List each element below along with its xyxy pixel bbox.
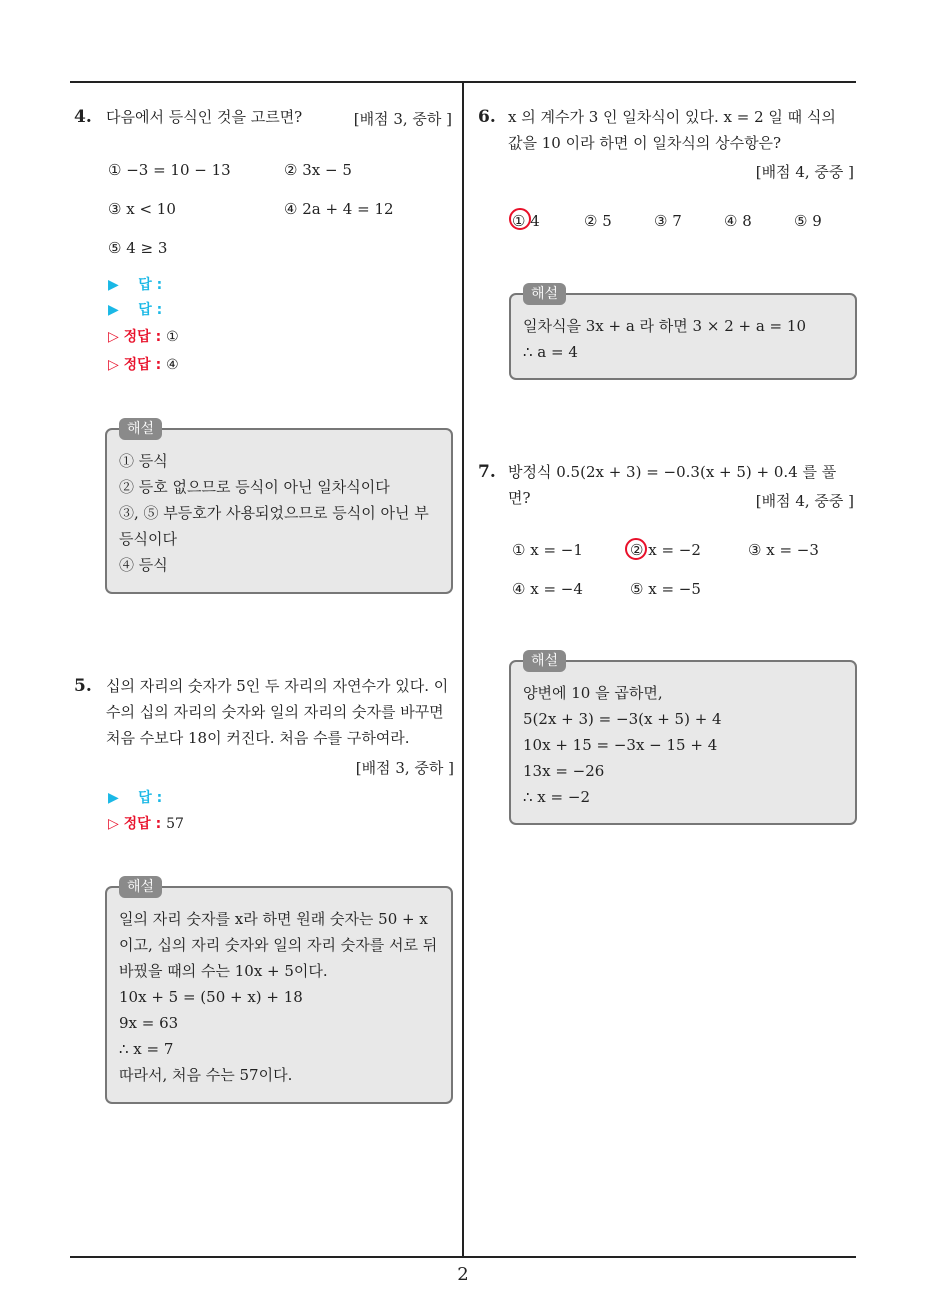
question-7: [478, 462, 858, 612]
explanation-line: 따라서, 처음 수는 57이다.: [119, 1066, 293, 1084]
question-number: 7.: [478, 462, 496, 482]
option-3[interactable]: ③ x < 10: [108, 200, 176, 218]
explanation-line: 5(2x + 3) = −3(x + 5) + 4: [523, 710, 722, 728]
question-number: 6.: [478, 107, 496, 127]
answer-line: [108, 274, 162, 294]
explanation-tag: 해설: [523, 283, 566, 305]
answer-label: 답 :: [138, 790, 163, 806]
explanation-line: 이고, 십의 자리 숫자와 일의 자리 숫자를 서로 뒤: [119, 936, 438, 954]
explanation-tag: 해설: [523, 650, 566, 672]
correct-answer-line: [108, 813, 184, 833]
option-1[interactable]: ① x = −1: [512, 541, 583, 559]
play-icon: ▶: [108, 302, 119, 318]
score-meta: [배점 4, 중중 ]: [755, 163, 854, 181]
option-5[interactable]: ⑤ x = −5: [630, 580, 701, 598]
explanation-line: ② 등호 없으므로 등식이 아닌 일차식이다: [119, 478, 390, 496]
explanation-box-q7: [509, 653, 857, 825]
score-meta: [배점 3, 중하 ]: [355, 759, 454, 777]
play-icon: ▶: [108, 790, 119, 806]
question-text: 다음에서 등식인 것을 고르면?: [106, 108, 303, 126]
explanation-line: 9x = 63: [119, 1014, 179, 1032]
correct-answer-label: 정답 :: [123, 357, 162, 373]
explanation-line: 10x + 15 = −3x − 15 + 4: [523, 736, 718, 754]
explanation-line: ∴ x = 7: [119, 1040, 174, 1058]
explanation-line: 10x + 5 = (50 + x) + 18: [119, 988, 303, 1006]
explanation-tag: 해설: [119, 418, 162, 440]
correct-answer-line: [108, 326, 179, 346]
play-icon: ▶: [108, 277, 119, 293]
option-1[interactable]: ① −3 = 10 − 13: [108, 161, 231, 179]
explanation-line: ∴ a = 4: [523, 343, 578, 361]
explanation-box-q4: [105, 421, 453, 594]
play-outline-icon: ▷: [108, 816, 119, 832]
explanation-box-q5: [105, 879, 453, 1104]
question-6: [478, 107, 858, 247]
question-5: [74, 676, 454, 836]
option-3[interactable]: ③ x = −3: [748, 541, 819, 559]
question-text: [106, 673, 448, 751]
question-text-line: 값을 10 이라 하면 이 일차식의 상수항은?: [508, 134, 782, 152]
question-text-line: 수의 십의 자리의 숫자와 일의 자리의 숫자를 바꾸면: [106, 703, 444, 721]
explanation-line: 양변에 10 을 곱하면,: [523, 684, 663, 702]
explanation-line: 바꿨을 때의 수는 10x + 5이다.: [119, 962, 328, 980]
option-2[interactable]: ② x = −2: [630, 541, 701, 559]
explanation-line: ∴ x = −2: [523, 788, 590, 806]
answer-line: [108, 787, 162, 807]
explanation-line: 일차식을 3x + a 라 하면 3 × 2 + a = 10: [523, 317, 806, 335]
bottom-rule: [70, 1256, 856, 1258]
explanation-line: 13x = −26: [523, 762, 605, 780]
question-text: [508, 104, 836, 156]
explanation-line: 일의 자리 숫자를 x라 하면 원래 숫자는 50 + x: [119, 910, 428, 928]
option-3[interactable]: ③ 7: [654, 212, 682, 230]
explanation-line: ④ 등식: [119, 556, 168, 574]
correct-answer-label: 정답 :: [123, 816, 162, 832]
option-4[interactable]: ④ 8: [724, 212, 752, 230]
option-2[interactable]: ② 3x − 5: [284, 161, 352, 179]
score-meta: [배점 4, 중중 ]: [755, 492, 854, 510]
option-4[interactable]: ④ x = −4: [512, 580, 583, 598]
score-meta: [배점 3, 중하 ]: [353, 110, 452, 128]
explanation-line: ① 등식: [119, 452, 168, 470]
play-outline-icon: ▷: [108, 357, 119, 373]
question-number: 5.: [74, 676, 92, 696]
play-outline-icon: ▷: [108, 329, 119, 345]
answer-line: [108, 299, 162, 319]
column-divider: [462, 82, 464, 1258]
option-5[interactable]: ⑤ 4 ≥ 3: [108, 239, 168, 257]
explanation-box-q6: [509, 286, 857, 380]
correct-answer-value: ①: [166, 329, 179, 345]
explanation-line: 등식이다: [119, 530, 177, 548]
option-1[interactable]: ① 4: [512, 212, 540, 230]
question-text-line: x 의 계수가 3 인 일차식이 있다. x = 2 일 때 식의: [508, 108, 836, 126]
correct-answer-value: 57: [166, 816, 184, 832]
question-text: 방정식 0.5(2x + 3) = −0.3(x + 5) + 0.4 를 풀면?: [508, 463, 837, 507]
answer-label: 답 :: [138, 302, 163, 318]
option-4[interactable]: ④ 2a + 4 = 12: [284, 200, 394, 218]
correct-answer-label: 정답 :: [123, 329, 162, 345]
answer-label: 답 :: [138, 277, 163, 293]
explanation-line: ③, ⑤ 부등호가 사용되었으므로 등식이 아닌 부: [119, 504, 429, 522]
page-number: 2: [457, 1264, 469, 1285]
option-5[interactable]: ⑤ 9: [794, 212, 822, 230]
question-number: 4.: [74, 107, 92, 127]
explanation-tag: 해설: [119, 876, 162, 898]
question-text-line: 처음 수보다 18이 커진다. 처음 수를 구하여라.: [106, 729, 410, 747]
option-2[interactable]: ② 5: [584, 212, 612, 230]
correct-answer-line: [108, 354, 179, 374]
question-text-line: 십의 자리의 숫자가 5인 두 자리의 자연수가 있다. 이: [106, 677, 449, 695]
correct-answer-value: ④: [166, 357, 179, 373]
